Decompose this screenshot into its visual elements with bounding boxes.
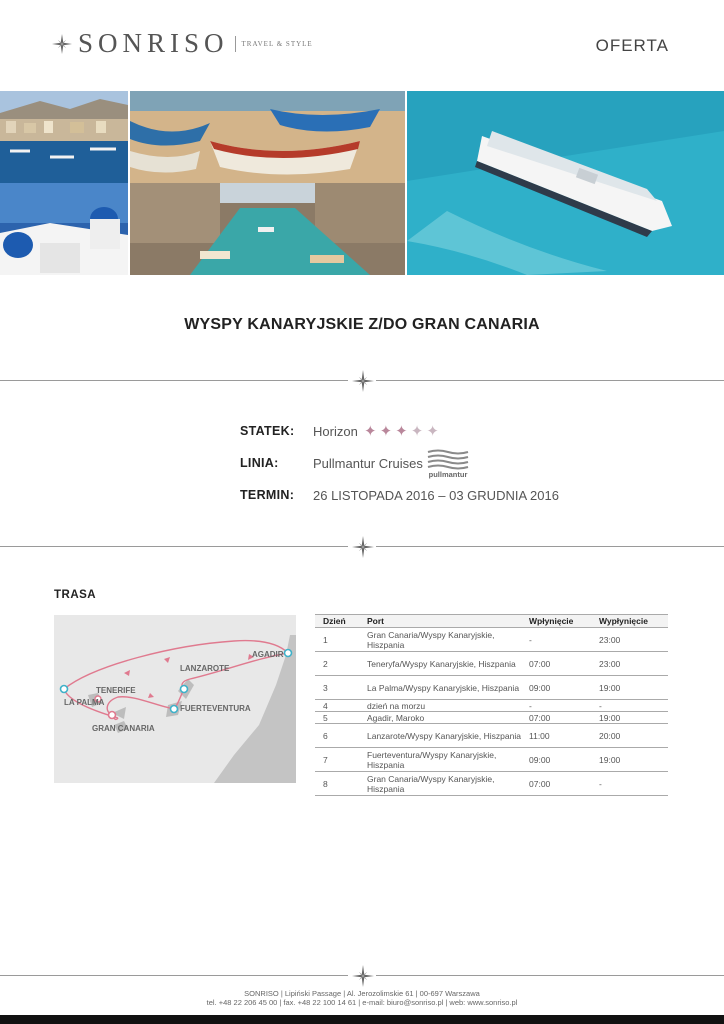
port-gran-canaria-dot [109, 712, 116, 719]
col-header-port: Port [359, 615, 521, 628]
compass-star-icon [352, 965, 374, 987]
cell-departure: 19:00 [591, 748, 668, 772]
cell-arrival: 07:00 [521, 772, 591, 796]
dates-label: TERMIN: [240, 488, 295, 502]
logo-tagline: TRAVEL & STYLE [241, 39, 313, 48]
page-title: WYSPY KANARYJSKIE Z/DO GRAN CANARIA [184, 316, 540, 333]
table-row [315, 700, 668, 712]
line-label: LINIA: [240, 456, 279, 470]
cell-port: La Palma/Wyspy Kanaryjskie, Hiszpania [359, 676, 521, 700]
cruise-ship-photo [407, 91, 724, 275]
cell-arrival: 07:00 [521, 712, 591, 724]
map-label-tenerife: TENERIFE [96, 686, 136, 695]
table-row [315, 676, 668, 700]
table-row [315, 748, 668, 772]
venice-canal-photo [130, 183, 405, 275]
table-header-row [315, 615, 668, 628]
cell-day: 4 [315, 700, 359, 712]
fishing-boats-photo [130, 91, 405, 183]
logo-separator [235, 36, 236, 52]
cell-departure: 23:00 [591, 652, 668, 676]
section-divider [0, 536, 724, 558]
port-fuerteventura-dot [171, 706, 178, 713]
col-header-departure: Wypłynięcie [591, 615, 668, 628]
cell-day: 7 [315, 748, 359, 772]
line-value: Pullmantur Cruises [313, 456, 423, 471]
star-icon: ✦ [426, 423, 439, 440]
cell-arrival: 07:00 [521, 652, 591, 676]
ship-value: Horizon [313, 424, 358, 439]
cell-departure: - [591, 700, 668, 712]
table-row [315, 724, 668, 748]
footer-divider [0, 965, 724, 987]
dates-value: 26 LISTOPADA 2016 – 03 GRUDNIA 2016 [313, 488, 559, 503]
table-row [315, 652, 668, 676]
cell-port: Lanzarote/Wyspy Kanaryjskie, Hiszpania [359, 724, 521, 748]
cell-day: 5 [315, 712, 359, 724]
cell-departure: 20:00 [591, 724, 668, 748]
cell-port: Fuerteventura/Wyspy Kanaryjskie, Hiszpania [359, 748, 521, 772]
harbor-photo [0, 91, 128, 183]
cell-port: Agadir, Maroko [359, 712, 521, 724]
compass-star-icon [352, 370, 374, 392]
cell-day: 1 [315, 628, 359, 652]
port-la-palma-dot [61, 686, 68, 693]
cell-day: 3 [315, 676, 359, 700]
cell-day: 8 [315, 772, 359, 796]
cell-arrival: 11:00 [521, 724, 591, 748]
pullmantur-logo-text: pullmantur [428, 470, 468, 479]
footer-address: SONRISO | Lipiński Passage | Al. Jerozolimskie 61 | 00-697 Warszawa [244, 989, 480, 998]
document-type: OFERTA [595, 36, 669, 55]
star-icon: ✦ [379, 423, 393, 440]
section-divider [0, 370, 724, 392]
port-lanzarote-dot [181, 686, 188, 693]
route-heading: TRASA [54, 589, 97, 601]
itinerary-table [315, 614, 668, 796]
sonriso-logo [52, 30, 313, 57]
cell-arrival: 09:00 [521, 676, 591, 700]
ship-label: STATEK: [240, 424, 295, 438]
footer-contact: tel. +48 22 206 45 00 | fax. +48 22 100 14 61 | e-mail: biuro@sonriso.pl | web: www.sonriso.pl [206, 998, 518, 1007]
page-header [0, 0, 724, 90]
ship-rating [364, 424, 439, 439]
col-header-arrival: Wpłynięcie [521, 615, 591, 628]
star-icon: ✦ [410, 423, 424, 440]
map-label-fuerteventura: FUERTEVENTURA [180, 704, 251, 713]
bottom-bar [0, 1015, 724, 1024]
compass-star-icon [352, 536, 374, 558]
cell-arrival: - [521, 700, 591, 712]
cell-departure: 19:00 [591, 712, 668, 724]
cell-port: Gran Canaria/Wyspy Kanaryjskie, Hiszpania [359, 628, 521, 652]
pullmantur-logo [426, 449, 470, 479]
logo-wordmark: SONRISO [78, 28, 229, 58]
santorini-photo [0, 183, 128, 275]
compass-star-icon [52, 34, 72, 54]
table-row [315, 628, 668, 652]
cell-arrival: - [521, 628, 591, 652]
cell-arrival: 09:00 [521, 748, 591, 772]
star-icon: ✦ [395, 423, 408, 440]
photo-strip [0, 91, 724, 275]
table-row [315, 712, 668, 724]
col-header-day: Dzień [315, 615, 359, 628]
cell-port: Teneryfa/Wyspy Kanaryjskie, Hiszpania [359, 652, 521, 676]
route-map [54, 615, 296, 783]
cell-day: 6 [315, 724, 359, 748]
map-label-la-palma: LA PALMA [64, 698, 105, 707]
star-icon: ✦ [364, 423, 377, 440]
cell-departure: 23:00 [591, 628, 668, 652]
cell-departure: 19:00 [591, 676, 668, 700]
map-label-agadir: AGADIR [252, 650, 284, 659]
cell-port: dzień na morzu [359, 700, 521, 712]
cell-port: Gran Canaria/Wyspy Kanaryjskie, Hiszpania [359, 772, 521, 796]
port-agadir-dot [285, 650, 292, 657]
map-label-gran-canaria: GRAN CANARIA [92, 724, 155, 733]
cell-day: 2 [315, 652, 359, 676]
table-row [315, 772, 668, 796]
map-label-lanzarote: LANZAROTE [180, 664, 230, 673]
cell-departure: - [591, 772, 668, 796]
